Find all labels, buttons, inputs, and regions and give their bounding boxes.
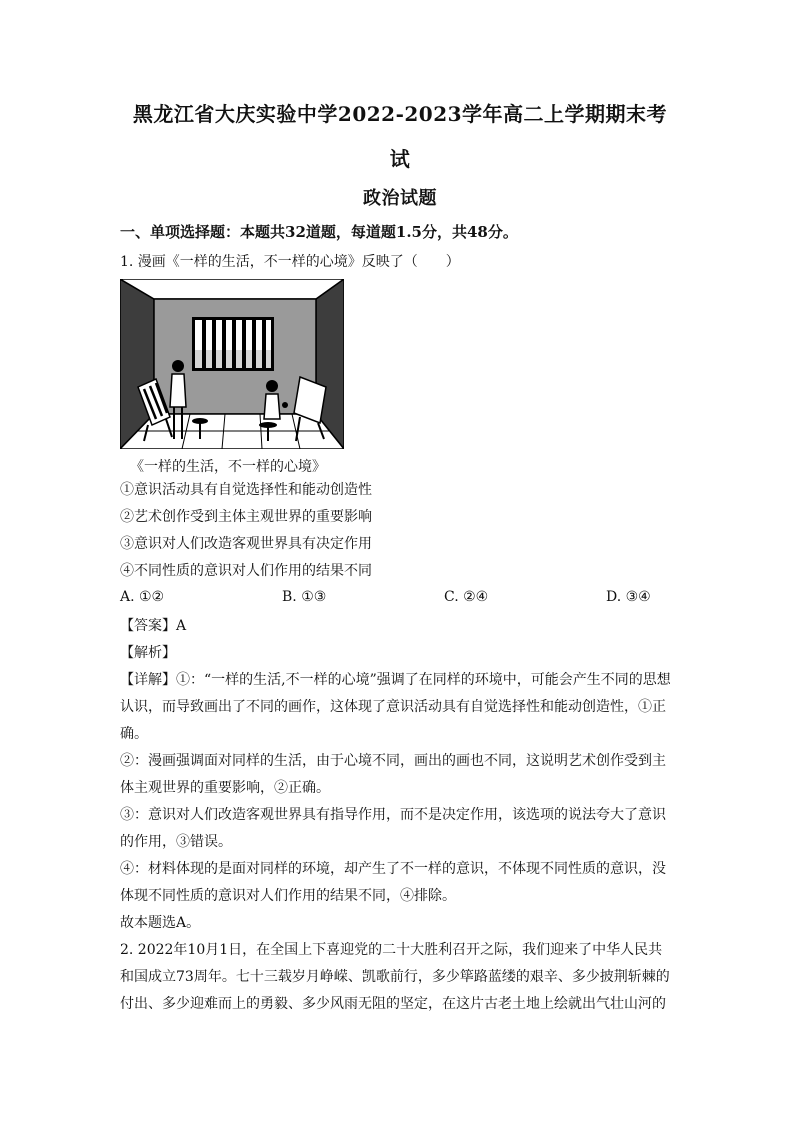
q1-detail-line-9: 体现不同性质的意识对人们作用的结果不同，④排除。 (120, 888, 456, 904)
q2-line-1: 2. 2022年10月1日，在全国上下喜迎党的二十大胜利召开之际，我们迎来了中华人民共 (120, 942, 663, 958)
q1-detail-line-4: ②：漫画强调面对同样的生活，由于心境不同，画出的画也不同，这说明艺术创作受到主 (120, 753, 666, 769)
q1-detail-line-7: 的作用，③错误。 (120, 834, 232, 850)
q1-option-d: D. ③④ (606, 589, 651, 605)
q1-option-b: B. ①③ (282, 589, 327, 605)
question-1-stem: 1. 漫画《一样的生活，不一样的心境》反映了（ ） (120, 254, 460, 270)
q1-detail-line-10: 故本题选A。 (120, 915, 201, 931)
title-line-1: 黑龙江省大庆实验中学2022-2023学年高二上学期期末考 (132, 102, 668, 126)
title-line-2: 试 (389, 147, 411, 171)
q1-answer: 【答案】A (120, 618, 187, 634)
q1-item-1: ①意识活动具有自觉选择性和能动创造性 (120, 482, 372, 498)
q1-detail-line-2: 认识，而导致画出了不同的画作，这体现了意识活动具有自觉选择性和能动创造性，①正 (120, 699, 666, 715)
q2-line-2: 和国成立73周年。七十三载岁月峥嵘、凯歌前行，多少筚路蓝缕的艰辛、多少披荆斩棘的 (120, 969, 670, 985)
q1-item-4: ④不同性质的意识对人们作用的结果不同 (120, 563, 372, 579)
q2-line-3: 付出、多少迎难而上的勇毅、多少风雨无阻的坚定，在这片古老土地上绘就出气壮山河的 (120, 996, 666, 1012)
q1-item-3: ③意识对人们改造客观世界具有决定作用 (120, 536, 372, 552)
q1-item-2: ②艺术创作受到主体主观世界的重要影响 (120, 509, 372, 525)
q1-option-c: C. ②④ (444, 589, 489, 605)
q1-detail-line-1: 【详解】①：“一样的生活,不一样的心境”强调了在同样的环境中，可能会产生不同的思想 (120, 672, 671, 688)
q1-option-a: A. ①② (120, 589, 165, 605)
q1-analysis-label: 【解析】 (120, 645, 176, 661)
cartoon-illustration (120, 279, 344, 449)
figure-caption: 《一样的生活，不一样的心境》 (130, 459, 326, 475)
q1-detail-line-3: 确。 (120, 726, 148, 742)
subtitle: 政治试题 (363, 188, 437, 209)
q1-detail-line-6: ③：意识对人们改造客观世界具有指导作用，而不是决定作用，该选项的说法夸大了意识 (120, 807, 666, 823)
section-heading: 一、单项选择题：本题共32道题，每道题1.5分，共48分。 (120, 223, 518, 241)
q1-detail-line-5: 体主观世界的重要影响，②正确。 (120, 780, 330, 796)
q1-detail-line-8: ④：材料体现的是面对同样的环境，却产生了不一样的意识，不体现不同性质的意识，没 (120, 861, 666, 877)
